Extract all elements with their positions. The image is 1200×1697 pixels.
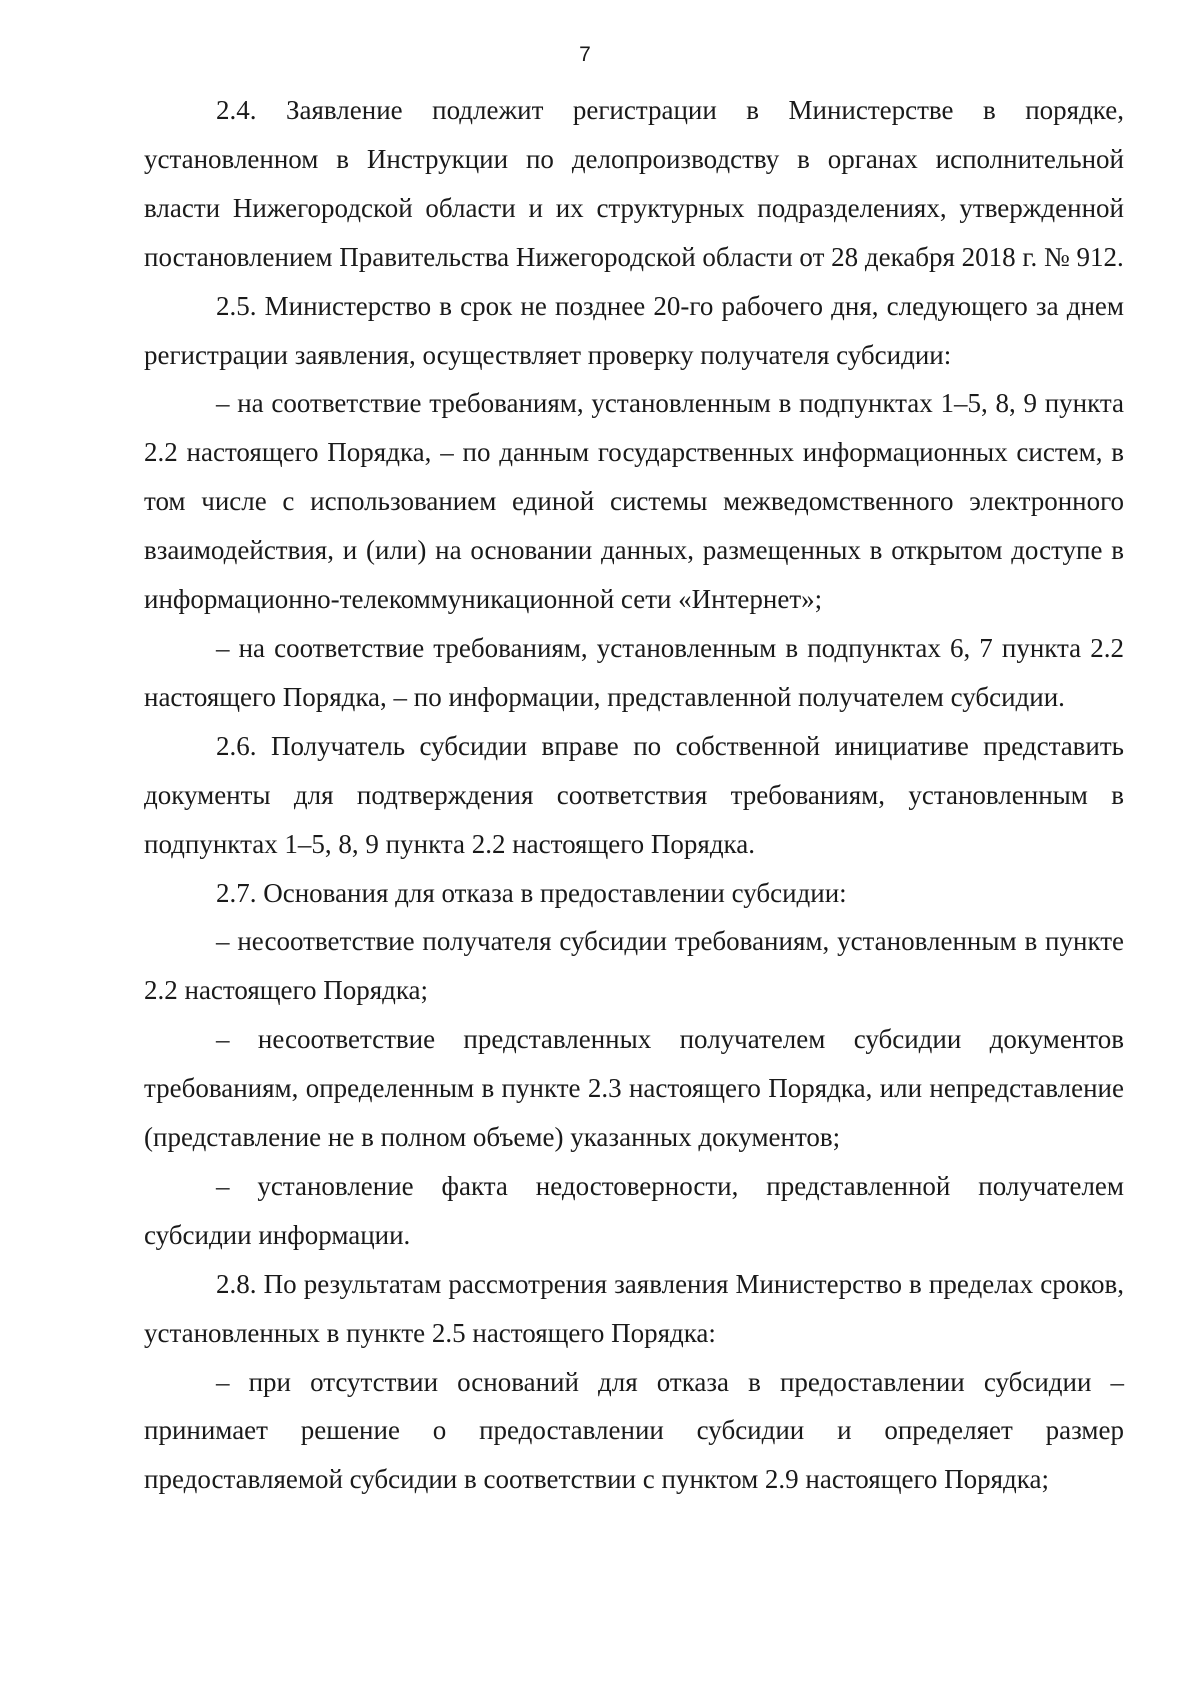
paragraph-2-5-item-1: – на соответствие требованиям, установленным в подпунктах 1–5, 8, 9 пункта 2.2 настоящего Порядка, – по данным государственных информационных систем, в том числе с использованием единой системы межведомственного электронного взаимодействия, и (или) на основании данных, размещенных в открытом доступе в информационно-телекоммуникационной сети «Интернет»; — [144, 388, 1124, 615]
paragraph-2-7-item-3: – установление факта недостоверности, представленной получателем субсидии информации. — [144, 1170, 1124, 1250]
paragraph-2-8-item-1: – при отсутствии оснований для отказа в предоставлении субсидии – принимает решение о предоставлении субсидии и определяет размер предоставляемой субсидии в соответствии с пунктом 2.9 настоящего Порядка; — [144, 1366, 1124, 1495]
paragraph-2-4: 2.4. Заявление подлежит регистрации в Министерстве в порядке, установленном в Инструкции по делопроизводству в органах исполнительной власти Нижегородской области и их структурных подразделениях, утвержденной постановлением Правительства Нижегородской области от 28 декабря 2018 г. № 912. — [144, 95, 1124, 272]
page-number: 7 — [579, 43, 591, 66]
document-body — [144, 86, 1124, 1504]
paragraph-2-6: 2.6. Получатель субсидии вправе по собственной инициативе представить документы для подтверждения соответствия требованиям, установленным в подпунктах 1–5, 8, 9 пункта 2.2 настоящего Порядка. — [144, 730, 1124, 859]
paragraph-2-5: 2.5. Министерство в срок не позднее 20-го рабочего дня, следующего за днем регистрации заявления, осуществляет проверку получателя субсидии: — [144, 290, 1124, 370]
paragraph-2-7-item-1: – несоответствие получателя субсидии требованиям, установленным в пункте 2.2 настоящего Порядка; — [144, 926, 1124, 1006]
paragraph-2-7: 2.7. Основания для отказа в предоставлении субсидии: — [216, 877, 847, 908]
paragraph-2-8: 2.8. По результатам рассмотрения заявления Министерство в пределах сроков, установленных в пункте 2.5 настоящего Порядка: — [144, 1268, 1124, 1348]
paragraph-2-7-item-2: – несоответствие представленных получателем субсидии документов требованиям, определенным в пункте 2.3 настоящего Порядка, или непредставление (представление не в полном объеме) указанных документов; — [144, 1024, 1124, 1153]
paragraph-2-5-item-2: – на соответствие требованиям, установленным в подпунктах 6, 7 пункта 2.2 настоящего Порядка, – по информации, представленной получателем субсидии. — [144, 632, 1124, 712]
